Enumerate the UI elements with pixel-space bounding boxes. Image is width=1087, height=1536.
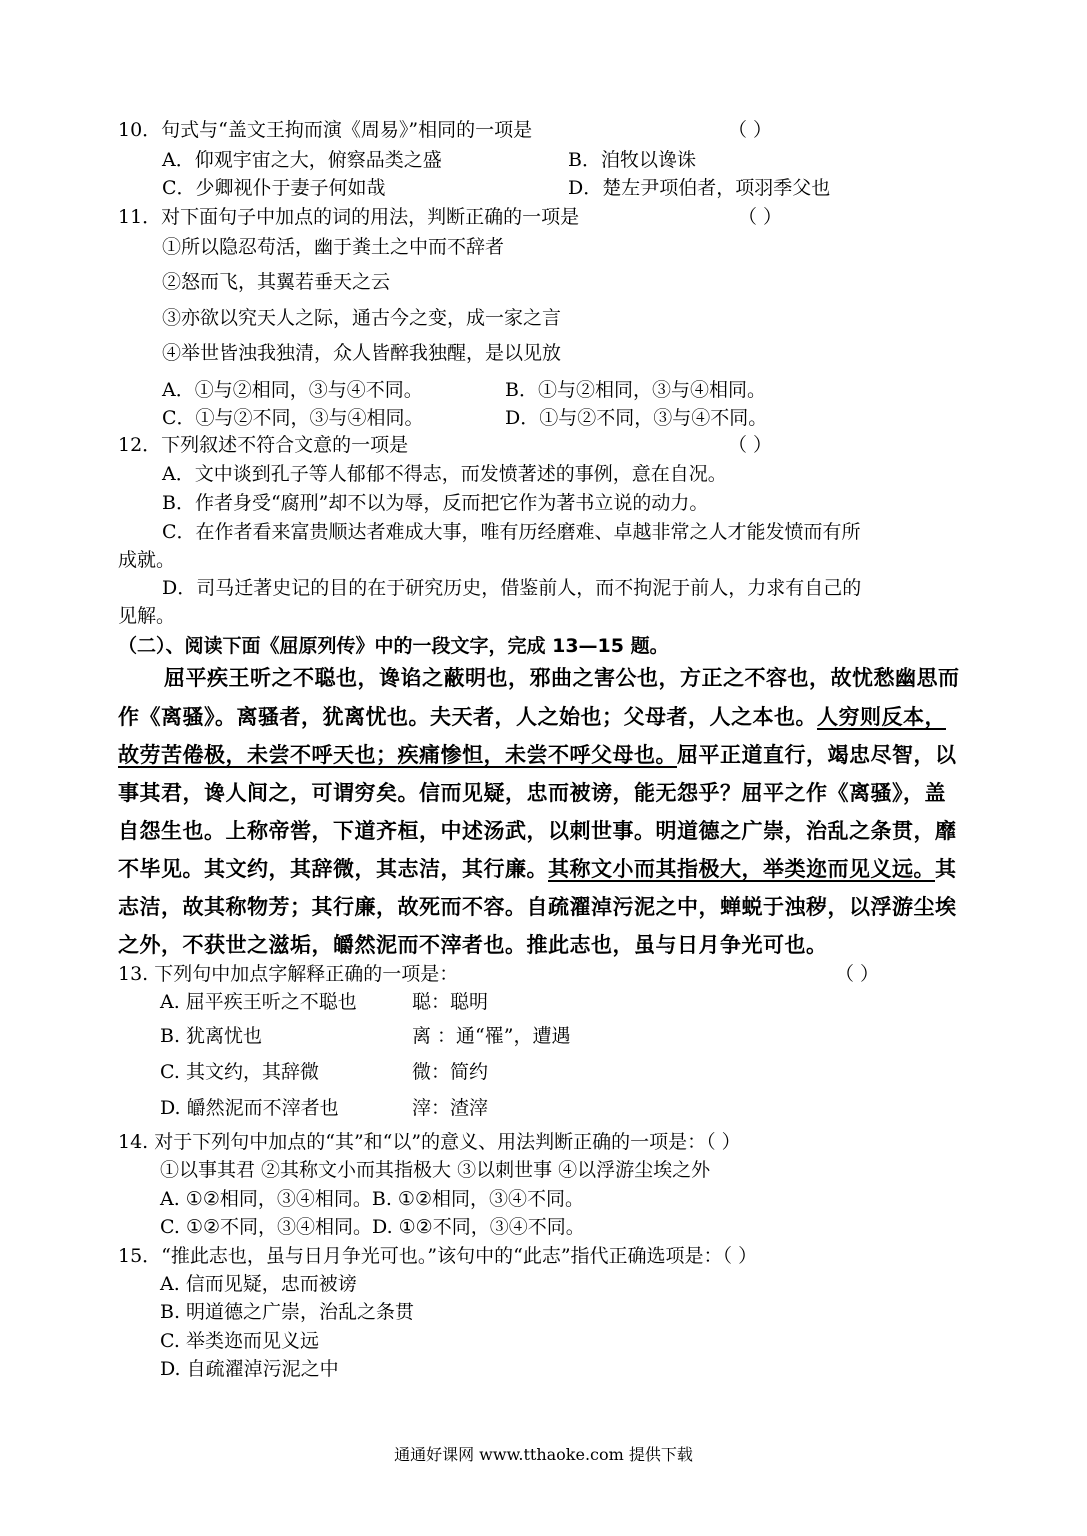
q12-option-c-line1: C．在作者看来富贵顺达者难成大事，唯有历经磨难、卓越非常之人才能发愤而有所 (162, 521, 861, 543)
q10-answer-blank: （ ） (728, 119, 773, 141)
q15-option-c: C. 举类迩而见义远 (160, 1330, 319, 1352)
q11-option-b: B．①与②相同，③与④相同。 (505, 379, 766, 401)
q10-option-d: D．楚左尹项伯者，项羽季父也 (568, 177, 831, 199)
q13-option-a-explanation: 聪：聪明 (412, 991, 489, 1013)
passage-line-6-text: 不毕见。其文约，其辞微，其志洁，其行廉。 (118, 857, 548, 881)
q13-option-d-sentence: D. 皭然泥而不滓者也 (160, 1097, 339, 1119)
q14-items: ①以事其君 ②其称文小而其指极大 ③以刺世事 ④以浮游尘埃之外 (160, 1159, 711, 1181)
page-footer: 通通好课网 www.tthaoke.com 提供下载 (394, 1445, 693, 1464)
q12-option-c-line2: 成就。 (118, 549, 176, 571)
q15-stem: 15．“推此志也，虽与日月争光可也。”该句中的“此志”指代正确选项是：（ ） (118, 1245, 758, 1267)
q10-stem: 10．句式与“盖文王拘而演《周易》”相同的一项是 (118, 119, 533, 141)
q12-option-a: A．文中谈到孔子等人郁郁不得志，而发愤著述的事例，意在自况。 (162, 463, 727, 485)
q11-option-a: A．①与②相同，③与④不同。 (162, 379, 423, 401)
q11-sentence-3: ③亦欲以究天人之际，通古今之变，成一家之言 (162, 307, 562, 329)
q12-answer-blank: （ ） (728, 434, 773, 456)
passage-line-6-end: 其 (935, 857, 957, 881)
q10-option-b: B．洎牧以谗诛 (568, 149, 696, 171)
q11-option-d: D．①与②不同，③与④不同。 (505, 407, 768, 429)
passage-line-1: 屈平疾王听之不聪也，谗谄之蔽明也，邪曲之害公也，方正之不容也，故忧愁幽思而 (164, 666, 960, 690)
q13-option-d-explanation: 滓：渣滓 (412, 1097, 489, 1119)
q13-option-b-sentence: B. 犹离忧也 (160, 1025, 263, 1047)
q10-option-c: C．少卿视仆于妻子何如哉 (162, 177, 386, 199)
q12-option-b: B．作者身受“腐刑”却不以为辱，反而把它作为著书立说的动力。 (162, 492, 709, 514)
passage-underlined-sentence-2: 其称文小而其指极大，举类迩而见义远。 (548, 857, 935, 881)
passage-line-6 (118, 855, 957, 883)
q15-option-d: D. 自疏濯淖污泥之中 (160, 1358, 339, 1380)
q14-stem: 14. 对于下列句中加点的“其”和“以”的意义、用法判断正确的一项是：（ ） (118, 1131, 741, 1153)
q13-stem: 13. 下列句中加点字解释正确的一项是： (118, 963, 459, 985)
q11-answer-blank: （ ） (738, 206, 783, 228)
passage-underlined-sentence-1b: 故劳苦倦极，未尝不呼天也；疾痛惨怛，未尝不呼父母也。 (118, 743, 677, 767)
q13-option-b-explanation: 离 ：通“罹”，遭遇 (412, 1025, 571, 1047)
passage-line-5: 自怨生也。上称帝喾，下道齐桓，中述汤武，以刺世事。明道德之广崇，治乱之条贯，靡 (118, 819, 957, 843)
q13-answer-blank: （ ） (835, 963, 880, 985)
q10-option-a: A．仰观宇宙之大，俯察品类之盛 (162, 149, 442, 171)
passage-line-3 (118, 741, 957, 769)
passage-line-2 (118, 703, 946, 731)
q11-sentence-2: ②怒而飞，其翼若垂天之云 (162, 271, 391, 293)
q13-option-c-explanation: 微：简约 (412, 1061, 489, 1083)
q14-options-cd: C. ①②不同，③④相同。D. ①②不同，③④不同。 (160, 1216, 585, 1238)
passage-line-3-text: 屈平正道直行，竭忠尽智，以 (677, 743, 957, 767)
section-heading: （二）、阅读下面《屈原列传》中的一段文字，完成 13—15 题。 (118, 635, 669, 657)
passage-line-8: 之外，不获世之滋垢，皭然泥而不滓者也。推此志也，虽与日月争光可也。 (118, 933, 828, 957)
passage-line-2-text: 作《离骚》。离骚者，犹离忧也。夫天者，人之始也；父母者，人之本也。 (118, 705, 817, 729)
q11-sentence-4: ④举世皆浊我独清，众人皆醉我独醒，是以见放 (162, 342, 562, 364)
q13-option-a-sentence: A. 屈平疾王听之不聪也 (160, 991, 357, 1013)
passage-line-7: 志洁，故其称物芳；其行廉，故死而不容。自疏濯淖污泥之中，蝉蜕于浊秽，以浮游尘埃 (118, 895, 957, 919)
q11-option-c: C．①与②不同，③与④相同。 (162, 407, 424, 429)
q15-option-a: A. 信而见疑，忠而被谤 (160, 1273, 357, 1295)
q11-stem: 11．对下面句子中加点的词的用法，判断正确的一项是 (118, 206, 580, 228)
q14-options-ab: A. ①②相同，③④相同。B. ①②相同，③④不同。 (160, 1188, 584, 1210)
q12-option-d-line1: D．司马迁著史记的目的在于研究历史，借鉴前人，而不拘泥于前人，力求有自己的 (162, 577, 862, 599)
passage-underlined-sentence-1a: 人穷则反本， (817, 705, 946, 729)
q13-option-c-sentence: C. 其文约，其辞微 (160, 1061, 319, 1083)
q15-option-b: B. 明道德之广崇，治乱之条贯 (160, 1301, 415, 1323)
passage-line-4: 事其君，谗人间之，可谓穷矣。信而见疑，忠而被谤，能无怨乎？屈平之作《离骚》，盖 (118, 781, 946, 805)
q12-option-d-line2: 见解。 (118, 605, 176, 627)
q11-sentence-1: ①所以隐忍苟活，幽于粪土之中而不辞者 (162, 236, 505, 258)
q12-stem: 12．下列叙述不符合文意的一项是 (118, 434, 409, 456)
